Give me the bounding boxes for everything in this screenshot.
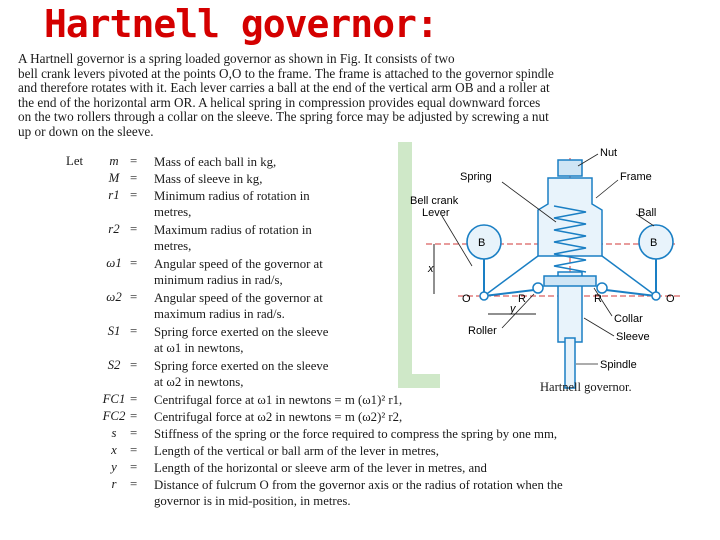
- intro-paragraph: [18, 52, 686, 140]
- intro-line: and therefore rotates with it. Each lever carries a ball at the end of the vertical arm OB and a roller at: [18, 81, 550, 96]
- definition-symbol: r1: [108, 188, 120, 202]
- label-o-right: O: [666, 293, 675, 305]
- label-spring: Spring: [460, 171, 492, 183]
- leader-frame: [596, 180, 618, 198]
- definition-symbol: FC1: [102, 392, 126, 406]
- definition-text-line: at ω2 in newtons,: [154, 375, 244, 389]
- equals-sign: =: [130, 188, 138, 202]
- definition-symbol: s: [111, 426, 117, 440]
- definition-text-line: Distance of fulcrum O from the governor axis or the radius of rotation when the: [154, 478, 563, 492]
- label-y: y: [510, 303, 516, 315]
- equals-sign: =: [130, 477, 138, 491]
- intro-line: on the two rollers through a collar on the sleeve. The spring force may be adjusted by screwing a nut: [18, 110, 549, 125]
- label-b-left: B: [478, 237, 486, 249]
- definition-text-line: Angular speed of the governor at: [154, 257, 323, 271]
- label-r-right: R: [594, 293, 602, 305]
- equals-sign: =: [130, 290, 138, 304]
- label-roller: Roller: [468, 325, 497, 337]
- definition-text: Centrifugal force at ω1 in newtons = m (ω1)² r1,: [154, 393, 403, 407]
- definition-symbol: ω2: [106, 290, 122, 304]
- definition-text: Mass of each ball in kg,: [154, 155, 277, 169]
- definition-text-line: maximum radius in rad/s.: [154, 307, 285, 321]
- equals-sign: =: [130, 409, 138, 423]
- label-b-right: B: [650, 237, 658, 249]
- definition-text: [154, 222, 312, 254]
- equals-sign: =: [130, 426, 138, 440]
- roller-left: [533, 283, 543, 293]
- equals-sign: =: [130, 443, 138, 457]
- definition-text-line: at ω1 in newtons,: [154, 341, 244, 355]
- label-o-left: O: [462, 293, 471, 305]
- definition-text: [154, 256, 323, 288]
- definition-text-line: Angular speed of the governor at: [154, 291, 323, 305]
- hartnell-governor-figure: [398, 138, 688, 400]
- equals-sign: =: [130, 256, 138, 270]
- definition-text: Mass of sleeve in kg,: [154, 172, 263, 186]
- collar-shape: [544, 276, 596, 286]
- definition-text-line: metres,: [154, 239, 192, 253]
- definition-text-line: Minimum radius of rotation in: [154, 189, 310, 203]
- label-frame: Frame: [620, 171, 652, 183]
- intro-line: bell crank levers pivoted at the points O,O to the frame. The frame is attached to the governor spindle: [18, 66, 554, 81]
- label-ball: Ball: [638, 207, 657, 219]
- equals-sign: =: [130, 324, 138, 338]
- nut-shape: [558, 160, 582, 176]
- definition-text: [154, 324, 328, 356]
- label-x: x: [428, 263, 434, 275]
- page-title: Hartnell governor:: [44, 2, 438, 46]
- definition-text-line: Spring force exerted on the sleeve: [154, 325, 329, 339]
- definition-text: Length of the horizontal or sleeve arm of the lever in metres, and: [154, 461, 487, 475]
- fulcrum-left: [480, 292, 488, 300]
- definition-text-line: minimum radius in rad/s,: [154, 273, 283, 287]
- definition-text-line: metres,: [154, 205, 192, 219]
- definition-text-line: governor is in mid-position, in metres.: [154, 494, 351, 508]
- definition-symbol: FC2: [102, 409, 126, 423]
- definition-symbol: ω1: [106, 256, 122, 270]
- label-sleeve: Sleeve: [616, 331, 650, 343]
- intro-line: up or down on the sleeve.: [18, 124, 154, 139]
- equals-sign: =: [130, 222, 138, 236]
- definition-symbol: M: [108, 171, 120, 185]
- equals-sign: =: [130, 154, 138, 168]
- definition-symbol: S1: [107, 324, 121, 338]
- label-nut: Nut: [600, 147, 618, 159]
- definition-text: [154, 358, 328, 390]
- leader-sleeve: [584, 318, 614, 336]
- equals-sign: =: [130, 171, 138, 185]
- definition-text: Centrifugal force at ω2 in newtons = m (ω2)² r2,: [154, 410, 403, 424]
- equals-sign: =: [130, 460, 138, 474]
- label-bell-crank: Bell crank: [410, 195, 459, 207]
- equals-sign: =: [130, 392, 138, 406]
- figure-caption: Hartnell governor.: [540, 380, 632, 394]
- roller-right: [597, 283, 607, 293]
- label-r-left: R: [518, 293, 526, 305]
- equals-sign: =: [130, 358, 138, 372]
- let-label: Let: [66, 154, 84, 168]
- intro-line: A Hartnell governor is a spring loaded governor as shown in Fig. It consists of two: [18, 52, 455, 66]
- definition-symbol: r2: [108, 222, 120, 236]
- definition-text: [154, 188, 310, 220]
- definition-text-line: Maximum radius of rotation in: [154, 223, 312, 237]
- label-collar: Collar: [614, 313, 643, 325]
- definition-symbol: x: [111, 443, 117, 457]
- label-spindle: Spindle: [600, 359, 637, 371]
- definition-text-line: Spring force exerted on the sleeve: [154, 359, 329, 373]
- definition-symbol: m: [109, 154, 119, 168]
- definition-symbol: S2: [107, 358, 121, 372]
- label-lever: Lever: [422, 207, 450, 219]
- definition-text: [154, 477, 563, 509]
- intro-line: the end of the horizontal arm OR. A helical spring in compression provides equal downward forces: [18, 95, 541, 110]
- definition-symbol: r: [111, 477, 117, 491]
- definition-text: Length of the vertical or ball arm of the lever in metres,: [154, 444, 439, 458]
- fulcrum-right: [652, 292, 660, 300]
- definition-text: [154, 290, 323, 322]
- definition-symbol: y: [111, 460, 117, 474]
- definition-text: Stiffness of the spring or the force required to compress the spring by one mm,: [154, 427, 558, 441]
